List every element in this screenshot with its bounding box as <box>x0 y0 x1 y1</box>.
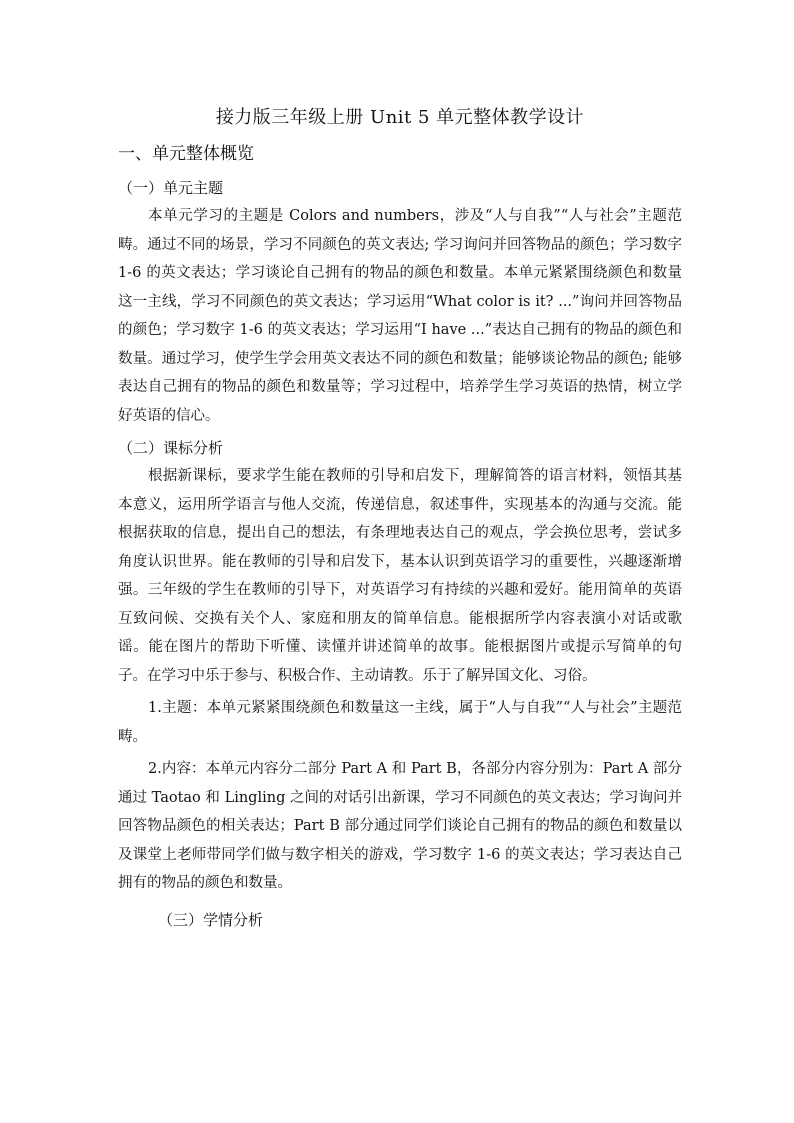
paragraph-theme: 本单元学习的主题是 Colors and numbers，涉及“人与自我”“人与社会”主题范畴。通过不同的场景，学习不同颜色的英文表达; 学习询问并回答物品的颜色；学习数字 1-6 的英文表达；学习谈论自己拥有的物品的颜色和数量。本单元紧紧围绕颜色和数量这一主线，学习不同颜色的英文表达；学习运用“What color is it? ...”询问并回答物品的颜色；学习数字 1-6 的英文表达；学习运用“I have ...”表达自己拥有的物品的颜色和数量。通过学习，使学生学会用英文表达不同的颜色和数量；能够谈论物品的颜色; 能够表达自己拥有的物品的颜色和数量等；学习过程中，培养学生学习英语的热情，树立学好英语的信心。 <box>118 208 682 424</box>
subsection-heading-curriculum: （二）课标分析 <box>118 439 224 457</box>
section-heading-overview: 一、单元整体概览 <box>118 144 254 164</box>
paragraph-content: 2.内容：本单元内容分二部分 Part A 和 Part B，各部分内容分别为：Part A 部分通过 Taotao 和 Lingling 之间的对话引出新课，学习不同颜色的英文表达；学习询问并回答物品颜色的相关表达；Part B 部分通过同学们谈论自己拥有的物品的颜色和数量以及课堂上老师带同学们做与数字相关的游戏，学习数字 1-6 的英文表达；学习表达自己拥有的物品的颜色和数量。 <box>118 761 682 891</box>
paragraph-topic: 1.主题：本单元紧紧围绕颜色和数量这一主线，属于“人与自我”“人与社会”主题范畴。 <box>118 700 682 745</box>
paragraph-curriculum: 根据新课标，要求学生能在教师的引导和启发下，理解简答的语言材料，领悟其基本意义，运用所学语言与他人交流，传递信息，叙述事件，实现基本的沟通与交流。能根据获取的信息，提出自己的想法，有条理地表达自己的观点，学会换位思考，尝试多角度认识世界。能在教师的引导和启发下，基本认识到英语学习的重要性，兴趣逐渐增强。三年级的学生在教师的引导下，对英语学习有持续的兴趣和爱好。能用简单的英语互致问候、交换有关个人、家庭和朋友的简单信息。能根据所学内容表演小对话或歌谣。能在图片的帮助下听懂、读懂并讲述简单的故事。能根据图片或提示写简单的句子。在学习中乐于参与、积极合作、主动请教。乐于了解异国文化、习俗。 <box>118 468 682 684</box>
document-title: 接力版三年级上册 Unit 5 单元整体教学设计 <box>215 107 585 128</box>
subsection-heading-theme: （一）单元主题 <box>118 179 224 197</box>
subsection-heading-student-analysis: （三）学情分析 <box>158 910 264 929</box>
